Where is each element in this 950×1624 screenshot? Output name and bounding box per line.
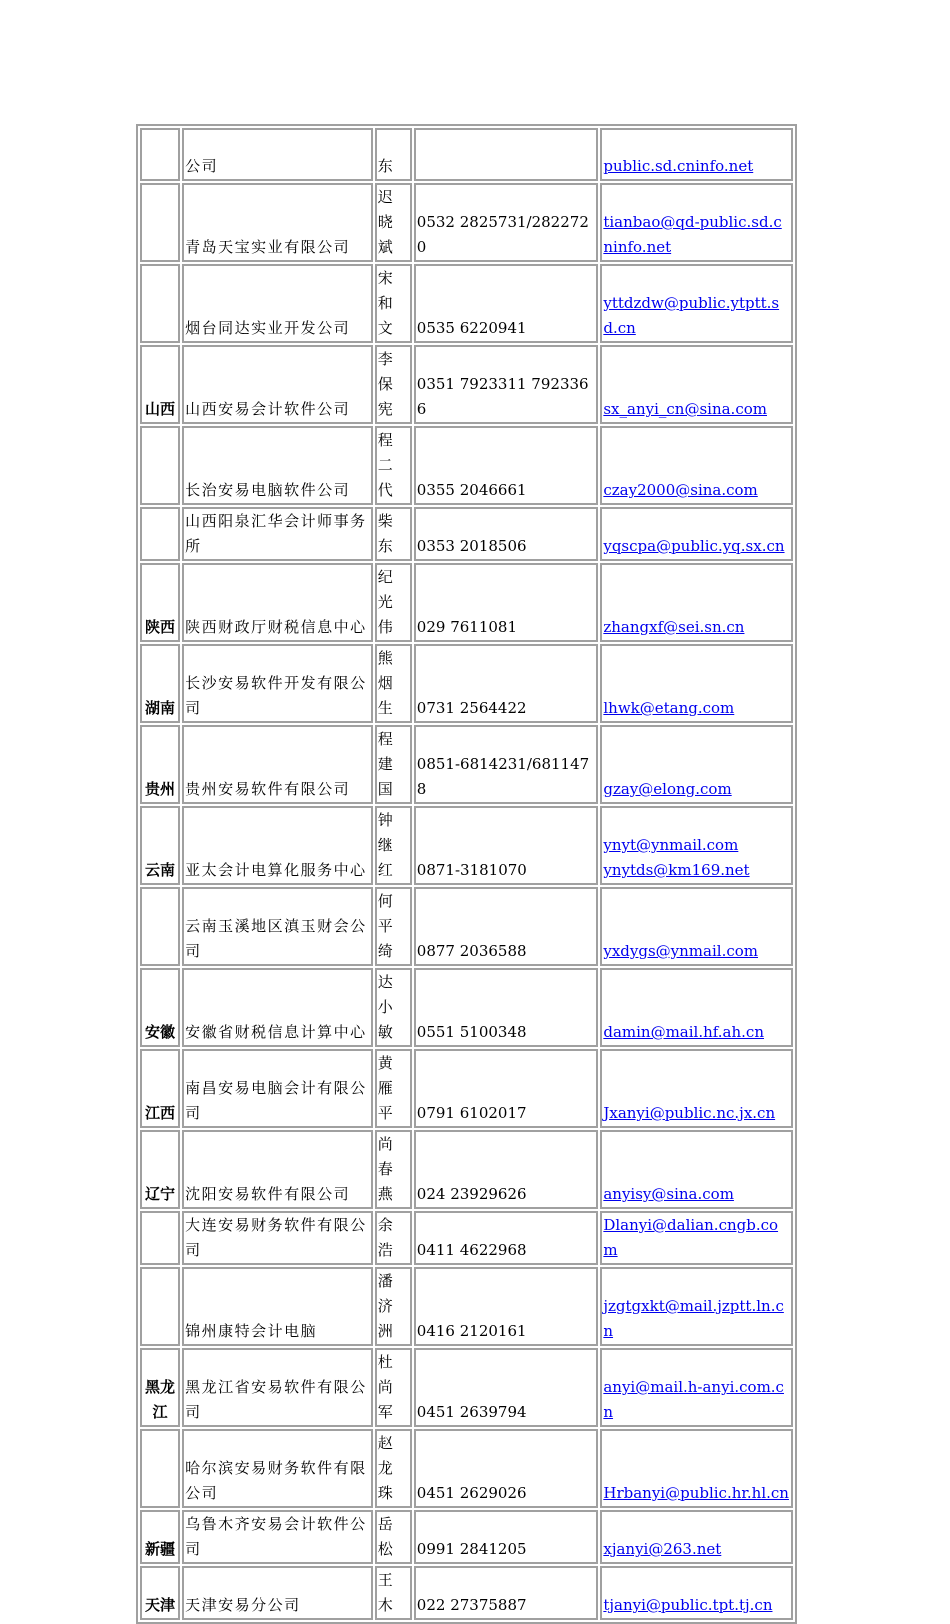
contact-person-cell <box>375 128 412 181</box>
region-cell <box>140 806 180 885</box>
company-cell <box>182 426 373 505</box>
contact-person: 尚春燕 <box>377 1135 397 1203</box>
email-link[interactable]: jzgtgxkt@mail.jzptt.ln.cn <box>603 1297 784 1340</box>
phone-cell <box>414 1348 599 1427</box>
table-row <box>140 1211 793 1265</box>
email-cell <box>600 183 793 262</box>
company-name: 青岛天宝实业有限公司 <box>185 238 351 256</box>
phone-cell <box>414 426 599 505</box>
email-link[interactable]: yxdygs@ynmail.com <box>603 942 758 960</box>
region-cell <box>140 1510 180 1564</box>
contact-person: 柴东 <box>377 512 397 555</box>
region-cell <box>140 1348 180 1427</box>
phone-cell <box>414 725 599 804</box>
phone-cell <box>414 1130 599 1209</box>
email-cell <box>600 1510 793 1564</box>
phone-number: 029 7611081 <box>416 618 517 636</box>
contact-person: 王木 <box>377 1571 397 1614</box>
phone-number: 0451 2629026 <box>416 1484 527 1502</box>
phone-number: 0551 5100348 <box>416 1023 527 1041</box>
contact-person: 程建国 <box>377 730 397 798</box>
email-cell <box>600 1566 793 1620</box>
contact-person-cell <box>375 264 412 343</box>
contact-person-cell <box>375 507 412 561</box>
email-link[interactable]: tianbao@qd-public.sd.cninfo.net <box>603 213 782 256</box>
table-row <box>140 1267 793 1346</box>
contact-person-cell <box>375 644 412 723</box>
email-cell <box>600 725 793 804</box>
region-cell <box>140 507 180 561</box>
table-row <box>140 806 793 885</box>
company-name: 贵州安易软件有限公司 <box>185 780 351 798</box>
region-cell <box>140 644 180 723</box>
contact-person-cell <box>375 1211 412 1265</box>
email-link[interactable]: Hrbanyi@public.hr.hl.cn <box>603 1484 789 1502</box>
contact-person-cell <box>375 183 412 262</box>
phone-cell <box>414 968 599 1047</box>
company-name: 天津安易分公司 <box>185 1596 301 1614</box>
table-row <box>140 563 793 642</box>
contact-person-cell <box>375 426 412 505</box>
region-cell <box>140 968 180 1047</box>
region-cell <box>140 183 180 262</box>
email-cell <box>600 1130 793 1209</box>
email-cell <box>600 1429 793 1508</box>
email-cell <box>600 426 793 505</box>
table-row <box>140 1510 793 1564</box>
company-name: 陕西财政厅财税信息中心 <box>185 618 367 636</box>
region-cell <box>140 1211 180 1265</box>
company-name: 公司 <box>185 157 219 175</box>
company-name: 沈阳安易软件有限公司 <box>185 1185 351 1203</box>
company-name: 哈尔滨安易财务软件有限公司 <box>185 1459 367 1502</box>
email-link[interactable]: ynyt@ynmail.com <box>603 836 739 854</box>
table-row <box>140 887 793 966</box>
company-name: 亚太会计电算化服务中心 <box>185 861 367 879</box>
region-cell <box>140 345 180 424</box>
email-cell <box>600 1211 793 1265</box>
company-name: 锦州康特会计电脑 <box>185 1322 318 1340</box>
company-name: 山西阳泉汇华会计师事务所 <box>185 512 367 555</box>
table-row <box>140 968 793 1047</box>
region-cell <box>140 1049 180 1128</box>
phone-number: 022 27375887 <box>416 1596 527 1614</box>
email-link[interactable]: yqscpa@public.yq.sx.cn <box>603 537 785 555</box>
region-cell <box>140 426 180 505</box>
email-link[interactable]: zhangxf@sei.sn.cn <box>603 618 745 636</box>
contact-person: 岳松 <box>377 1515 397 1558</box>
table-row <box>140 1566 793 1620</box>
phone-number: 0877 2036588 <box>416 942 527 960</box>
table-row <box>140 725 793 804</box>
email-cell <box>600 264 793 343</box>
table-row <box>140 1130 793 1209</box>
company-name: 南昌安易电脑会计有限公司 <box>185 1079 367 1122</box>
email-cell <box>600 1348 793 1427</box>
company-cell <box>182 1130 373 1209</box>
email-cell <box>600 345 793 424</box>
phone-cell <box>414 507 599 561</box>
phone-cell <box>414 1429 599 1508</box>
table-row <box>140 264 793 343</box>
table-row <box>140 644 793 723</box>
phone-number: 0791 6102017 <box>416 1104 527 1122</box>
email-link[interactable]: anyi@mail.h-anyi.com.cn <box>603 1378 784 1421</box>
email-cell <box>600 507 793 561</box>
region-cell <box>140 264 180 343</box>
region-label: 湖南 <box>145 699 176 717</box>
phone-number: 0355 2046661 <box>416 481 527 499</box>
email-link[interactable]: tjanyi@public.tpt.tj.cn <box>603 1596 773 1614</box>
company-cell <box>182 887 373 966</box>
phone-number: 0851-6814231/6811478 <box>416 755 590 798</box>
email-cell <box>600 128 793 181</box>
contact-table <box>136 124 797 1624</box>
contact-person-cell <box>375 1049 412 1128</box>
contact-person: 达小敏 <box>377 973 397 1041</box>
company-cell <box>182 264 373 343</box>
region-label: 山西 <box>145 400 176 418</box>
contact-person: 余浩 <box>377 1216 397 1259</box>
company-cell <box>182 644 373 723</box>
phone-cell <box>414 264 599 343</box>
table-body <box>140 128 793 1620</box>
table-row <box>140 183 793 262</box>
company-cell <box>182 1566 373 1620</box>
table-row <box>140 426 793 505</box>
region-cell <box>140 1267 180 1346</box>
email-link[interactable]: xjanyi@263.net <box>603 1540 722 1558</box>
contact-person: 宋和文 <box>377 269 397 337</box>
table-row <box>140 1348 793 1427</box>
phone-number: 0411 4622968 <box>416 1241 527 1259</box>
contact-person: 纪光伟 <box>377 568 397 636</box>
contact-person: 熊烟生 <box>377 649 397 717</box>
region-label: 安徽 <box>145 1023 176 1041</box>
company-name: 大连安易财务软件有限公司 <box>185 1216 367 1259</box>
company-cell <box>182 345 373 424</box>
email-link[interactable]: Dlanyi@dalian.cngb.com <box>603 1216 779 1259</box>
contact-person: 迟晓斌 <box>377 188 397 256</box>
email-cell <box>600 1049 793 1128</box>
contact-person-cell <box>375 887 412 966</box>
company-cell <box>182 507 373 561</box>
table-row <box>140 1049 793 1128</box>
company-name: 长治安易电脑软件公司 <box>185 481 351 499</box>
contact-person-cell <box>375 806 412 885</box>
email-cell <box>600 1267 793 1346</box>
contact-person-cell <box>375 1566 412 1620</box>
email-link[interactable]: czay2000@sina.com <box>603 481 758 499</box>
region-label: 江西 <box>145 1104 176 1122</box>
email-cell <box>600 968 793 1047</box>
region-label: 云南 <box>145 861 176 879</box>
region-label: 新疆 <box>145 1540 176 1558</box>
company-cell <box>182 563 373 642</box>
company-cell <box>182 1267 373 1346</box>
contact-person-cell <box>375 725 412 804</box>
region-cell <box>140 1566 180 1620</box>
email-cell <box>600 563 793 642</box>
phone-number: 0351 7923311 7923366 <box>416 375 589 418</box>
contact-person: 何平绮 <box>377 892 397 960</box>
company-name: 安徽省财税信息计算中心 <box>185 1023 367 1041</box>
company-name: 长沙安易软件开发有限公司 <box>185 674 367 717</box>
phone-cell <box>414 806 599 885</box>
region-label: 天津 <box>145 1596 176 1614</box>
phone-number: 0451 2639794 <box>416 1403 527 1421</box>
contact-person: 钟继红 <box>377 811 397 879</box>
contact-person-cell <box>375 1429 412 1508</box>
region-label: 黑龙江 <box>145 1378 176 1421</box>
contact-person-cell <box>375 345 412 424</box>
phone-number: 0535 6220941 <box>416 319 527 337</box>
region-cell <box>140 1429 180 1508</box>
phone-cell <box>414 563 599 642</box>
email-cell <box>600 887 793 966</box>
company-name: 乌鲁木齐安易会计软件公司 <box>185 1515 367 1558</box>
phone-cell <box>414 183 599 262</box>
contact-person: 潘济洲 <box>377 1272 397 1340</box>
phone-cell <box>414 644 599 723</box>
region-label: 贵州 <box>145 780 176 798</box>
company-name: 山西安易会计软件公司 <box>185 400 351 418</box>
company-name: 黑龙江省安易软件有限公司 <box>185 1378 367 1421</box>
company-cell <box>182 806 373 885</box>
contact-person-cell <box>375 968 412 1047</box>
table-row <box>140 128 793 181</box>
table-row <box>140 507 793 561</box>
phone-number: 0353 2018506 <box>416 537 527 555</box>
phone-cell <box>414 345 599 424</box>
phone-number: 0416 2120161 <box>416 1322 527 1340</box>
phone-cell <box>414 128 599 181</box>
contact-person: 李保宪 <box>377 350 397 418</box>
contact-person-cell <box>375 1510 412 1564</box>
company-cell <box>182 183 373 262</box>
email-link[interactable]: lhwk@etang.com <box>603 699 735 717</box>
company-cell <box>182 1211 373 1265</box>
company-cell <box>182 128 373 181</box>
region-label: 陕西 <box>145 618 176 636</box>
region-cell <box>140 563 180 642</box>
region-label: 辽宁 <box>145 1185 176 1203</box>
email-cell <box>600 644 793 723</box>
company-cell <box>182 725 373 804</box>
company-cell <box>182 1429 373 1508</box>
email-link[interactable]: anyisy@sina.com <box>603 1185 734 1203</box>
email-link[interactable]: public.sd.cninfo.net <box>603 157 754 175</box>
contact-person-cell <box>375 1267 412 1346</box>
table-row <box>140 345 793 424</box>
phone-cell <box>414 1566 599 1620</box>
phone-number: 0731 2564422 <box>416 699 527 717</box>
company-name: 云南玉溪地区滇玉财会公司 <box>185 917 367 960</box>
contact-person-cell <box>375 1348 412 1427</box>
region-cell <box>140 1130 180 1209</box>
phone-number: 0532 2825731/2822720 <box>416 213 589 256</box>
contact-person: 东 <box>377 157 397 175</box>
phone-number: 024 23929626 <box>416 1185 527 1203</box>
email-link[interactable]: sx_anyi_cn@sina.com <box>603 400 767 418</box>
company-cell <box>182 1348 373 1427</box>
email-link[interactable]: gzay@elong.com <box>603 780 732 798</box>
contact-person: 黄雁平 <box>377 1054 397 1122</box>
phone-cell <box>414 1510 599 1564</box>
email-link[interactable]: ynytds@km169.net <box>603 861 750 879</box>
phone-number: 0991 2841205 <box>416 1540 527 1558</box>
contact-person-cell <box>375 563 412 642</box>
table-row <box>140 1429 793 1508</box>
company-name: 烟台同达实业开发公司 <box>185 319 351 337</box>
company-cell <box>182 968 373 1047</box>
company-cell <box>182 1510 373 1564</box>
region-cell <box>140 725 180 804</box>
phone-cell <box>414 1267 599 1346</box>
phone-cell <box>414 1211 599 1265</box>
region-cell <box>140 887 180 966</box>
company-cell <box>182 1049 373 1128</box>
email-link[interactable]: Jxanyi@public.nc.jx.cn <box>603 1104 776 1122</box>
phone-cell <box>414 887 599 966</box>
contact-person-cell <box>375 1130 412 1209</box>
contact-person: 杜尚军 <box>377 1353 397 1421</box>
phone-cell <box>414 1049 599 1128</box>
contact-person: 赵龙珠 <box>377 1434 397 1502</box>
email-cell <box>600 806 793 885</box>
email-link[interactable]: damin@mail.hf.ah.cn <box>603 1023 764 1041</box>
contact-person: 程二代 <box>377 431 397 499</box>
email-link[interactable]: yttdzdw@public.ytptt.sd.cn <box>603 294 780 337</box>
region-cell <box>140 128 180 181</box>
phone-number: 0871-3181070 <box>416 861 527 879</box>
